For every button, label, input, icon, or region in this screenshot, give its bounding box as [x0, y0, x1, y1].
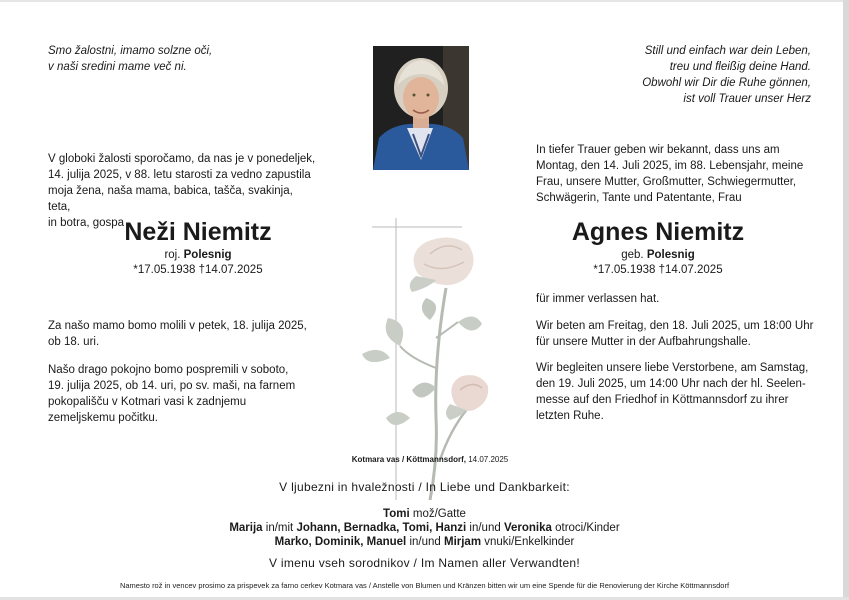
maiden-name-german — [518, 248, 798, 263]
portrait-illustration — [373, 46, 469, 170]
text-line: Za našo mamo bomo molili v petek, 18. julija 2025, — [48, 320, 307, 332]
thanks-line: V ljubezni in hvaležnosti / In Liebe und Dankbarkeit: — [279, 480, 570, 494]
funeral-slovenian — [48, 362, 318, 426]
poem-line: Obwohl wir Dir die Ruhe gönnen, — [642, 77, 811, 89]
donation-note: Namesto rož in vencev prosimo za prispevek za farno cerkev Kotmara vas / Anstelle von Blumen und Kränzen bitten wir um eine Spende für die Renovierung der Kirche Köttmannsdorf — [119, 581, 730, 590]
life-dates-slovenian: *17.05.1938 †14.07.2025 — [133, 264, 263, 276]
family-children — [0, 522, 849, 534]
deceased-name-german: Agnes Niemitz — [571, 218, 745, 246]
poem-line: treu und fleißig deine Hand. — [669, 61, 811, 73]
maiden-name-slovenian — [48, 248, 348, 263]
family-spouse — [0, 508, 849, 520]
family-part: otroci/Kinder — [551, 522, 620, 534]
maiden-name: Polesnig — [183, 249, 232, 261]
text-line: 19. julija 2025, ob 14. uri, po sv. maši, na farnem — [48, 380, 296, 392]
text-line: den 19. Juli 2025, um 14:00 Uhr nach der hl. Seelen- — [536, 378, 806, 390]
family-part: Johann, Bernadka, Tomi, Hanzi — [296, 522, 467, 534]
text-line: ob 18. uri. — [48, 336, 100, 348]
maiden-prefix: geb. — [621, 249, 644, 261]
text-line: V globoki žalosti sporočamo, da nas je v ponedeljek, — [48, 153, 316, 165]
place-date — [300, 455, 560, 464]
spouse-role: mož/Gatte — [412, 508, 466, 520]
text-line: messe auf den Friedhof in Köttmannsdorf zu ihrer — [536, 394, 789, 406]
life-dates-german: *17.05.1938 †14.07.2025 — [593, 264, 723, 276]
left-us-german: für immer verlassen hat. — [536, 293, 660, 305]
maiden-prefix: roj. — [164, 249, 181, 261]
family-part: Marko, Dominik, Manuel — [274, 536, 407, 548]
portrait-photo — [373, 46, 469, 170]
funeral-german — [536, 360, 816, 424]
date: 14.07.2025 — [468, 455, 509, 464]
poem-slovenian — [48, 43, 288, 75]
text-line: für unsere Mutter in der Aufbahrungshalle. — [536, 336, 751, 348]
poem-line: Still und einfach war dein Leben, — [644, 45, 811, 57]
prayer-german — [536, 318, 816, 350]
family-part: in/und — [466, 522, 504, 534]
text-line: Frau, unsere Mutter, Großmutter, Schwiegermutter, — [536, 176, 797, 188]
announcement-german — [536, 142, 816, 206]
text-line: In tiefer Trauer geben wir bekannt, dass uns am — [536, 144, 780, 156]
prayer-slovenian — [48, 318, 318, 350]
text-line: pokopališču v Kotmari vasi k zadnjemu — [48, 396, 247, 408]
family-grandchildren — [0, 536, 849, 548]
text-line: Montag, den 14. Juli 2025, im 88. Lebensjahr, meine — [536, 160, 804, 172]
place: Kotmara vas / Köttmannsdorf, — [351, 455, 466, 464]
family-part: vnuki/Enkelkinder — [481, 536, 575, 548]
relatives-line: V imenu vseh sorodnikov / Im Namen aller Verwandten! — [268, 556, 581, 570]
text-line: Wir begleiten unsere liebe Verstorbene, am Samstag, — [536, 362, 809, 374]
text-line: letzten Ruhe. — [536, 410, 604, 422]
text-line: Našo drago pokojno bomo pospremili v soboto, — [48, 364, 289, 376]
scan-edge-top — [0, 0, 849, 2]
poem-line: Smo žalostni, imamo solzne oči, — [48, 45, 213, 57]
family-part: Veronika — [503, 522, 552, 534]
text-line: Wir beten am Freitag, den 18. Juli 2025, um 18:00 Uhr — [536, 320, 814, 332]
text-line: Schwägerin, Tante und Patentante, Frau — [536, 192, 742, 204]
text-line: moja žena, naša mama, babica, tašča, svakinja, teta, — [48, 185, 293, 213]
poem-line: ist voll Trauer unser Herz — [683, 93, 811, 105]
family-part: in/mit — [262, 522, 297, 534]
deceased-name-slovenian: Neži Niemitz — [124, 218, 272, 246]
maiden-name: Polesnig — [646, 249, 695, 261]
family-part: Marija — [229, 522, 263, 534]
text-line: zemeljskemu počitku. — [48, 412, 158, 424]
text-line: in botra, gospa — [48, 217, 125, 229]
text-line: 14. julija 2025, v 88. letu starosti za vedno zapustila — [48, 169, 311, 181]
spouse-name: Tomi — [383, 508, 410, 520]
family-part: Mirjam — [443, 536, 482, 548]
poem-line: v naši sredini mame več ni. — [48, 61, 187, 73]
poem-german — [541, 43, 811, 107]
family-part: in/und — [406, 536, 444, 548]
